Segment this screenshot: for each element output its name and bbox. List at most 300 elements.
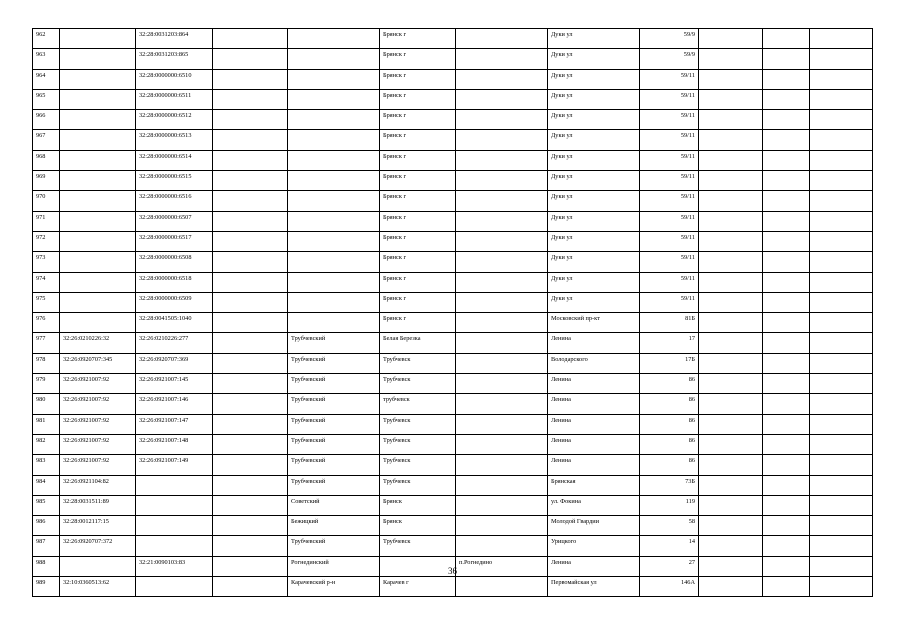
- house-cell: 81Б: [640, 313, 699, 333]
- street-cell: Дуки ул: [548, 49, 640, 69]
- blank-cell-a: [699, 414, 763, 434]
- old-cadastral-cell: 32:26:0210226:32: [60, 333, 136, 353]
- row-number-cell: 970: [33, 191, 60, 211]
- cadastral-number-cell: 32:26:0921007:147: [136, 414, 213, 434]
- old-cadastral-cell: [60, 313, 136, 333]
- cadastral-number-cell: 32:28:0000000:6511: [136, 89, 213, 109]
- house-cell: 86: [640, 374, 699, 394]
- cadastral-number-cell: 32:28:0000000:6517: [136, 231, 213, 251]
- house-cell: 86: [640, 394, 699, 414]
- extra-cell: [213, 252, 288, 272]
- locality-cell: Брянск г: [380, 272, 456, 292]
- settlement-cell: [456, 394, 548, 414]
- street-cell: Дуки ул: [548, 292, 640, 312]
- blank-cell-b: [763, 272, 810, 292]
- district-cell: [288, 150, 380, 170]
- row-number-cell: 966: [33, 110, 60, 130]
- house-cell: 119: [640, 495, 699, 515]
- row-number-cell: 972: [33, 231, 60, 251]
- settlement-cell: [456, 29, 548, 49]
- blank-cell-b: [763, 516, 810, 536]
- settlement-cell: [456, 130, 548, 150]
- blank-cell-b: [763, 29, 810, 49]
- settlement-cell: [456, 353, 548, 373]
- street-cell: Дуки ул: [548, 69, 640, 89]
- extra-cell: [213, 110, 288, 130]
- old-cadastral-cell: [60, 231, 136, 251]
- row-number-cell: 985: [33, 495, 60, 515]
- table-row: [33, 333, 873, 353]
- district-cell: [288, 252, 380, 272]
- district-cell: [288, 89, 380, 109]
- house-cell: 59/11: [640, 150, 699, 170]
- settlement-cell: [456, 516, 548, 536]
- district-cell: [288, 292, 380, 312]
- old-cadastral-cell: 32:28:0031511:89: [60, 495, 136, 515]
- row-number-cell: 986: [33, 516, 60, 536]
- locality-cell: Трубчевск: [380, 536, 456, 556]
- table-row: [33, 353, 873, 373]
- old-cadastral-cell: 32:26:0921007:92: [60, 455, 136, 475]
- cadastral-number-cell: 32:28:0000000:6514: [136, 150, 213, 170]
- row-number-cell: 980: [33, 394, 60, 414]
- extra-cell: [213, 516, 288, 536]
- blank-cell-a: [699, 272, 763, 292]
- row-number-cell: 987: [33, 536, 60, 556]
- house-cell: 59/11: [640, 89, 699, 109]
- district-cell: Трубчевский: [288, 394, 380, 414]
- row-number-cell: 962: [33, 29, 60, 49]
- extra-cell: [213, 394, 288, 414]
- old-cadastral-cell: [60, 171, 136, 191]
- row-number-cell: 964: [33, 69, 60, 89]
- blank-cell-c: [810, 130, 873, 150]
- district-cell: Советский: [288, 495, 380, 515]
- extra-cell: [213, 495, 288, 515]
- house-cell: 59/11: [640, 191, 699, 211]
- blank-cell-c: [810, 313, 873, 333]
- blank-cell-a: [699, 29, 763, 49]
- old-cadastral-cell: [60, 69, 136, 89]
- table-row: [33, 536, 873, 556]
- blank-cell-a: [699, 516, 763, 536]
- blank-cell-a: [699, 333, 763, 353]
- street-cell: Дуки ул: [548, 29, 640, 49]
- blank-cell-a: [699, 434, 763, 454]
- extra-cell: [213, 191, 288, 211]
- house-cell: 27: [640, 556, 699, 576]
- extra-cell: [213, 211, 288, 231]
- district-cell: [288, 313, 380, 333]
- blank-cell-c: [810, 69, 873, 89]
- street-cell: Ленина: [548, 434, 640, 454]
- district-cell: Трубчевский: [288, 353, 380, 373]
- street-cell: Дуки ул: [548, 231, 640, 251]
- settlement-cell: [456, 171, 548, 191]
- table-row: [33, 49, 873, 69]
- district-cell: Трубчевский: [288, 333, 380, 353]
- table-row: [33, 455, 873, 475]
- house-cell: 59/11: [640, 272, 699, 292]
- old-cadastral-cell: [60, 110, 136, 130]
- blank-cell-b: [763, 252, 810, 272]
- settlement-cell: [456, 252, 548, 272]
- blank-cell-c: [810, 272, 873, 292]
- table-row: [33, 89, 873, 109]
- cadastral-number-cell: 32:28:0000000:6518: [136, 272, 213, 292]
- row-number-cell: 965: [33, 89, 60, 109]
- district-cell: [288, 231, 380, 251]
- blank-cell-c: [810, 374, 873, 394]
- district-cell: [288, 211, 380, 231]
- extra-cell: [213, 171, 288, 191]
- locality-cell: Брянск: [380, 495, 456, 515]
- row-number-cell: 982: [33, 434, 60, 454]
- settlement-cell: [456, 333, 548, 353]
- old-cadastral-cell: 32:26:0921007:92: [60, 434, 136, 454]
- row-number-cell: 978: [33, 353, 60, 373]
- blank-cell-c: [810, 455, 873, 475]
- house-cell: 73Б: [640, 475, 699, 495]
- blank-cell-b: [763, 110, 810, 130]
- district-cell: Трубчевский: [288, 536, 380, 556]
- locality-cell: Карачев г: [380, 577, 456, 597]
- blank-cell-a: [699, 252, 763, 272]
- house-cell: 86: [640, 455, 699, 475]
- locality-cell: Брянск г: [380, 191, 456, 211]
- settlement-cell: [456, 292, 548, 312]
- table-row: [33, 29, 873, 49]
- row-number-cell: 968: [33, 150, 60, 170]
- old-cadastral-cell: [60, 191, 136, 211]
- settlement-cell: [456, 374, 548, 394]
- locality-cell: Трубчевск: [380, 455, 456, 475]
- district-cell: [288, 110, 380, 130]
- extra-cell: [213, 89, 288, 109]
- district-cell: [288, 171, 380, 191]
- table-row: [33, 191, 873, 211]
- settlement-cell: [456, 49, 548, 69]
- table-row: [33, 475, 873, 495]
- table-row: [33, 516, 873, 536]
- row-number-cell: 989: [33, 577, 60, 597]
- settlement-cell: [456, 150, 548, 170]
- district-cell: Бежицкий: [288, 516, 380, 536]
- locality-cell: Брянск г: [380, 211, 456, 231]
- blank-cell-c: [810, 211, 873, 231]
- locality-cell: Трубчевск: [380, 353, 456, 373]
- settlement-cell: [456, 313, 548, 333]
- house-cell: 14: [640, 536, 699, 556]
- blank-cell-b: [763, 191, 810, 211]
- blank-cell-b: [763, 231, 810, 251]
- blank-cell-c: [810, 89, 873, 109]
- street-cell: Первомайская ул: [548, 577, 640, 597]
- district-cell: Трубчевский: [288, 434, 380, 454]
- blank-cell-a: [699, 191, 763, 211]
- old-cadastral-cell: [60, 150, 136, 170]
- extra-cell: [213, 69, 288, 89]
- blank-cell-b: [763, 353, 810, 373]
- locality-cell: Брянск г: [380, 252, 456, 272]
- old-cadastral-cell: [60, 130, 136, 150]
- house-cell: 59/11: [640, 69, 699, 89]
- table-row: [33, 394, 873, 414]
- old-cadastral-cell: 32:26:0920707:345: [60, 353, 136, 373]
- street-cell: Дуки ул: [548, 150, 640, 170]
- blank-cell-c: [810, 171, 873, 191]
- table-row: [33, 434, 873, 454]
- blank-cell-a: [699, 536, 763, 556]
- old-cadastral-cell: 32:26:0920707:372: [60, 536, 136, 556]
- house-cell: 58: [640, 516, 699, 536]
- cadastral-number-cell: 32:28:0000000:6516: [136, 191, 213, 211]
- blank-cell-c: [810, 394, 873, 414]
- blank-cell-c: [810, 150, 873, 170]
- settlement-cell: [456, 272, 548, 292]
- extra-cell: [213, 475, 288, 495]
- locality-cell: Трубчевск: [380, 414, 456, 434]
- district-cell: [288, 69, 380, 89]
- locality-cell: Брянск г: [380, 292, 456, 312]
- table-row: [33, 231, 873, 251]
- extra-cell: [213, 333, 288, 353]
- row-number-cell: 976: [33, 313, 60, 333]
- blank-cell-a: [699, 89, 763, 109]
- locality-cell: Брянск г: [380, 69, 456, 89]
- house-cell: 146А: [640, 577, 699, 597]
- row-number-cell: 983: [33, 455, 60, 475]
- row-number-cell: 984: [33, 475, 60, 495]
- blank-cell-c: [810, 536, 873, 556]
- locality-cell: Трубчевск: [380, 475, 456, 495]
- row-number-cell: 981: [33, 414, 60, 434]
- table-row: [33, 292, 873, 312]
- blank-cell-b: [763, 211, 810, 231]
- row-number-cell: 974: [33, 272, 60, 292]
- district-cell: [288, 49, 380, 69]
- blank-cell-b: [763, 313, 810, 333]
- blank-cell-b: [763, 69, 810, 89]
- blank-cell-a: [699, 495, 763, 515]
- street-cell: Ленина: [548, 374, 640, 394]
- house-cell: 59/11: [640, 211, 699, 231]
- cadastral-number-cell: 32:28:0041505:1040: [136, 313, 213, 333]
- cadastral-number-cell: 32:21:0090103:83: [136, 556, 213, 576]
- house-cell: 86: [640, 434, 699, 454]
- settlement-cell: [456, 475, 548, 495]
- cadastral-number-cell: 32:26:0920707:369: [136, 353, 213, 373]
- house-cell: 86: [640, 414, 699, 434]
- cadastral-number-cell: 32:28:0031203:864: [136, 29, 213, 49]
- blank-cell-a: [699, 69, 763, 89]
- blank-cell-b: [763, 495, 810, 515]
- cadastral-number-cell: 32:28:0000000:6510: [136, 69, 213, 89]
- row-number-cell: 975: [33, 292, 60, 312]
- extra-cell: [213, 313, 288, 333]
- blank-cell-a: [699, 130, 763, 150]
- extra-cell: [213, 374, 288, 394]
- old-cadastral-cell: [60, 29, 136, 49]
- extra-cell: [213, 536, 288, 556]
- blank-cell-b: [763, 455, 810, 475]
- blank-cell-a: [699, 394, 763, 414]
- blank-cell-b: [763, 333, 810, 353]
- extra-cell: [213, 150, 288, 170]
- settlement-cell: [456, 414, 548, 434]
- street-cell: Дуки ул: [548, 211, 640, 231]
- blank-cell-b: [763, 374, 810, 394]
- street-cell: Дуки ул: [548, 171, 640, 191]
- blank-cell-b: [763, 577, 810, 597]
- cadastral-number-cell: 32:28:0000000:6507: [136, 211, 213, 231]
- page-number: 36: [448, 566, 457, 576]
- locality-cell: Трубчевск: [380, 374, 456, 394]
- cadastral-number-cell: 32:26:0921007:145: [136, 374, 213, 394]
- settlement-cell: [456, 455, 548, 475]
- cadastral-number-cell: 32:26:0210226:277: [136, 333, 213, 353]
- locality-cell: трубчевск: [380, 394, 456, 414]
- extra-cell: [213, 292, 288, 312]
- cadastral-number-cell: 32:26:0921007:149: [136, 455, 213, 475]
- street-cell: Московский пр-кт: [548, 313, 640, 333]
- old-cadastral-cell: 32:26:0921007:92: [60, 414, 136, 434]
- blank-cell-c: [810, 333, 873, 353]
- table-row: [33, 414, 873, 434]
- old-cadastral-cell: 32:26:0921104:82: [60, 475, 136, 495]
- settlement-cell: [456, 495, 548, 515]
- street-cell: Ленина: [548, 556, 640, 576]
- house-cell: 59/11: [640, 110, 699, 130]
- house-cell: 59/9: [640, 49, 699, 69]
- locality-cell: Брянск г: [380, 171, 456, 191]
- table-row: [33, 110, 873, 130]
- row-number-cell: 967: [33, 130, 60, 150]
- locality-cell: Брянск г: [380, 89, 456, 109]
- blank-cell-a: [699, 353, 763, 373]
- district-cell: Рогнединский: [288, 556, 380, 576]
- row-number-cell: 969: [33, 171, 60, 191]
- blank-cell-a: [699, 313, 763, 333]
- cadastral-number-cell: [136, 577, 213, 597]
- locality-cell: Брянск: [380, 516, 456, 536]
- cadastral-number-cell: [136, 536, 213, 556]
- house-cell: 59/11: [640, 252, 699, 272]
- street-cell: Брянская: [548, 475, 640, 495]
- blank-cell-b: [763, 475, 810, 495]
- blank-cell-a: [699, 171, 763, 191]
- street-cell: Дуки ул: [548, 89, 640, 109]
- blank-cell-a: [699, 577, 763, 597]
- extra-cell: [213, 231, 288, 251]
- street-cell: Дуки ул: [548, 110, 640, 130]
- blank-cell-b: [763, 536, 810, 556]
- locality-cell: Брянск г: [380, 29, 456, 49]
- house-cell: 17Б: [640, 353, 699, 373]
- old-cadastral-cell: 32:10:0360513:62: [60, 577, 136, 597]
- blank-cell-c: [810, 516, 873, 536]
- settlement-cell: [456, 89, 548, 109]
- district-cell: Трубчевский: [288, 414, 380, 434]
- blank-cell-c: [810, 434, 873, 454]
- locality-cell: Трубчевск: [380, 434, 456, 454]
- blank-cell-b: [763, 414, 810, 434]
- blank-cell-b: [763, 49, 810, 69]
- cadastral-number-cell: 32:26:0921007:146: [136, 394, 213, 414]
- old-cadastral-cell: [60, 211, 136, 231]
- blank-cell-c: [810, 495, 873, 515]
- cadastral-number-cell: 32:28:0000000:6509: [136, 292, 213, 312]
- old-cadastral-cell: [60, 272, 136, 292]
- blank-cell-c: [810, 414, 873, 434]
- house-cell: 59/9: [640, 29, 699, 49]
- cadastral-number-cell: 32:28:0000000:6508: [136, 252, 213, 272]
- blank-cell-a: [699, 292, 763, 312]
- street-cell: Молодой Гвардии: [548, 516, 640, 536]
- table-row: [33, 150, 873, 170]
- table-row: [33, 171, 873, 191]
- old-cadastral-cell: 32:28:0012117:15: [60, 516, 136, 536]
- table-row: [33, 252, 873, 272]
- blank-cell-a: [699, 231, 763, 251]
- locality-cell: Брянск г: [380, 150, 456, 170]
- extra-cell: [213, 130, 288, 150]
- row-number-cell: 979: [33, 374, 60, 394]
- old-cadastral-cell: [60, 252, 136, 272]
- blank-cell-c: [810, 252, 873, 272]
- old-cadastral-cell: 32:26:0921007:92: [60, 374, 136, 394]
- blank-cell-b: [763, 394, 810, 414]
- table-row: [33, 69, 873, 89]
- district-cell: [288, 29, 380, 49]
- locality-cell: Белая Березка: [380, 333, 456, 353]
- district-cell: Карачевский р-н: [288, 577, 380, 597]
- table-row: [33, 577, 873, 597]
- street-cell: ул. Фокина: [548, 495, 640, 515]
- blank-cell-c: [810, 475, 873, 495]
- district-cell: [288, 191, 380, 211]
- street-cell: Дуки ул: [548, 130, 640, 150]
- settlement-cell: [456, 577, 548, 597]
- house-cell: 59/11: [640, 171, 699, 191]
- row-number-cell: 988: [33, 556, 60, 576]
- settlement-cell: [456, 536, 548, 556]
- table-row: [33, 313, 873, 333]
- row-number-cell: 973: [33, 252, 60, 272]
- register-table: [32, 28, 873, 597]
- locality-cell: Брянск г: [380, 49, 456, 69]
- blank-cell-c: [810, 231, 873, 251]
- blank-cell-c: [810, 353, 873, 373]
- blank-cell-a: [699, 49, 763, 69]
- extra-cell: [213, 353, 288, 373]
- table-row: [33, 374, 873, 394]
- table-row: [33, 130, 873, 150]
- settlement-cell: п.Рогнедино: [456, 556, 548, 576]
- old-cadastral-cell: [60, 89, 136, 109]
- old-cadastral-cell: [60, 292, 136, 312]
- extra-cell: [213, 414, 288, 434]
- street-cell: Ленина: [548, 455, 640, 475]
- extra-cell: [213, 49, 288, 69]
- district-cell: [288, 130, 380, 150]
- cadastral-number-cell: [136, 475, 213, 495]
- row-number-cell: 971: [33, 211, 60, 231]
- blank-cell-c: [810, 292, 873, 312]
- house-cell: 59/11: [640, 231, 699, 251]
- cadastral-number-cell: 32:28:0031203:865: [136, 49, 213, 69]
- cadastral-number-cell: 32:28:0000000:6513: [136, 130, 213, 150]
